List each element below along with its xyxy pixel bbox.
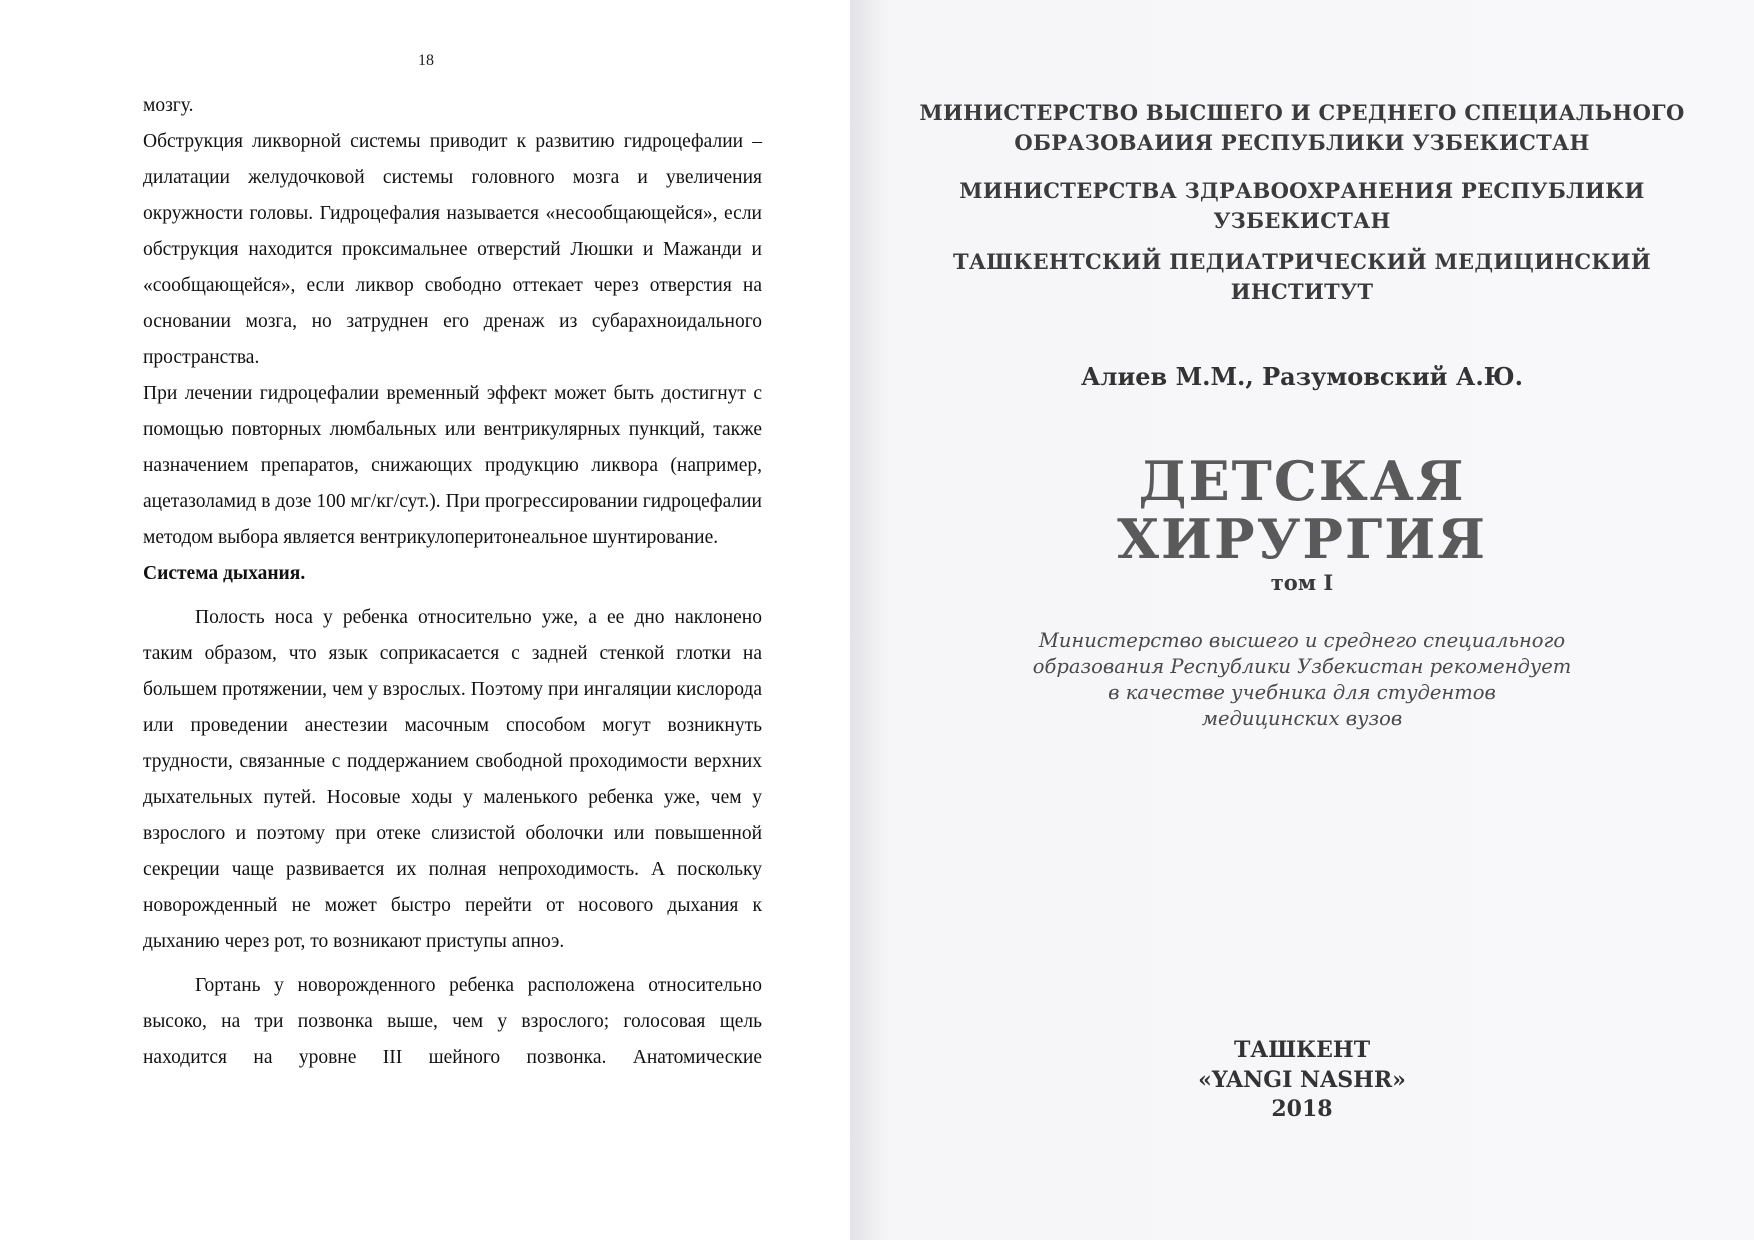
ministry-line-1: МИНИСТЕРСТВО ВЫСШЕГО И СРЕДНЕГО СПЕЦИАЛЬНОГО: [919, 100, 1685, 125]
institute-line-1: ТАШКЕНТСКИЙ ПЕДИАТРИЧЕСКИЙ МЕДИЦИНСКИЙ: [952, 249, 1652, 274]
ministry-heading: [850, 98, 1754, 158]
ministry-line-2: ОБРАЗОВАИИЯ РЕСПУБЛИКИ УЗБЕКИСТАН: [1014, 130, 1590, 155]
health-ministry-heading: [850, 176, 1754, 236]
publication-year: 2018: [1271, 1096, 1333, 1122]
institute-heading: [850, 247, 1754, 307]
health-line-1: МИНИСТЕРСТВА ЗДРАВООХРАНЕНИЯ РЕСПУБЛИКИ: [959, 178, 1645, 203]
section-heading: Система дыхания.: [143, 563, 306, 584]
recommend-line-4: медицинских вузов: [1201, 707, 1403, 730]
publisher: «YANGI NASHR»: [1198, 1067, 1406, 1093]
city: ТАШКЕНТ: [1233, 1037, 1371, 1063]
paragraph: Гортань у новорожденного ребенка расположена относительно высоко, на три позвонка выше, чем у взрослого; голосовая щель находится на уровне III шейного позвонка. Анатомические: [143, 975, 762, 1068]
book-title: [850, 449, 1754, 571]
body-text: [143, 88, 762, 1076]
paragraph: Обструкция ликворной системы приводит к развитию гидроцефалии – дилатации желудочковой системы головного мозга и увеличения окружности головы. Гидроцефалия называется «несообщающейся», если обструкция находится проксимальнее отверстий Люшки и Мажанди и «сообщающейся», если ликвор свободно оттекает через отверстия на основании мозга, но затруднен его дренаж из субарахноидального пространства.: [143, 131, 762, 368]
health-line-2: УЗБЕКИСТАН: [1213, 208, 1391, 233]
recommend-line-3: в качестве учебника для студентов: [1108, 681, 1496, 704]
institute-line-2: ИНСТИТУТ: [1230, 279, 1374, 304]
recommend-line-2: образования Республики Узбекистан рекомендует: [1032, 655, 1572, 678]
title-page: [850, 0, 1754, 1240]
title-line-2: ХИРУРГИЯ: [1117, 507, 1487, 571]
page-number: 18: [418, 52, 434, 69]
recommend-line-1: Министерство высшего и среднего специального: [1038, 629, 1566, 652]
paragraph: Полость носа у ребенка относительно уже, а ее дно наклонено таким образом, что язык соприкасается с задней стенкой глотки на большем протяжении, чем у взрослых. Поэтому при ингаляции кислорода или проведении анестезии масочным способом могут возникнуть трудности, связанные с поддержанием свободной проходимости верхних дыхательных путей. Носовые ходы у маленького ребенка уже, чем у взрослого и поэтому при отеке слизистой оболочки или повышенной секреции чаще развивается их полная непроходимость. А поскольку новорожденный не может быстро перейти от носового дыхания к дыханию через рот, то возникают приступы апноэ.: [143, 607, 762, 952]
paragraph: При лечении гидроцефалии временный эффект может быть достигнут с помощью повторных люмбальных или вентрикулярных пункций, также назначением препаратов, снижающих продукцию ликвора (например, ацетазоламид в дозе 100 мг/кг/сут.). При прогрессировании гидроцефалии методом выбора является вентрикулоперитонеальное шунтирование.: [143, 383, 762, 548]
volume-label: том I: [1270, 570, 1334, 595]
left-page: [0, 0, 850, 1240]
authors: Алиев М.М., Разумовский А.Ю.: [1081, 362, 1523, 391]
title-line-1: ДЕТСКАЯ: [1138, 449, 1466, 513]
recommendation: [850, 628, 1754, 732]
paragraph: мозгу.: [143, 95, 194, 116]
